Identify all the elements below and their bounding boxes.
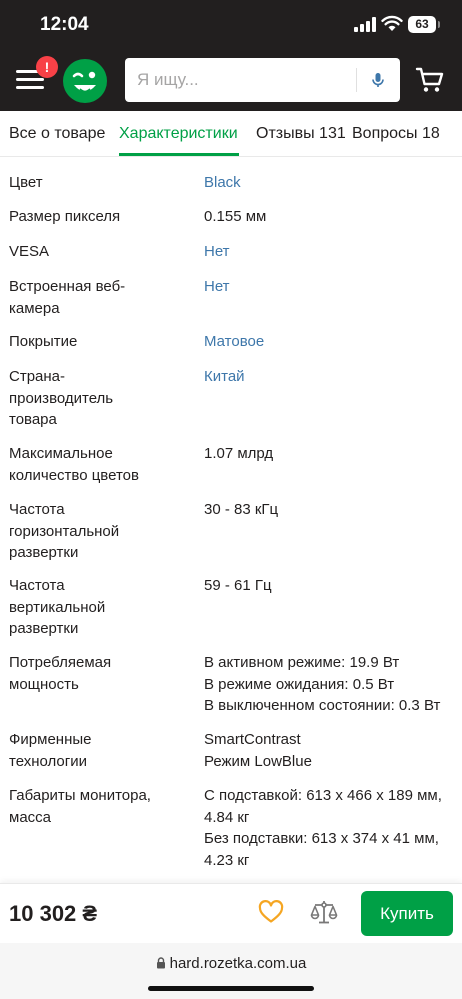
spec-value-line: Режим LowBlue: [204, 752, 312, 770]
spec-value-line: С подставкой: 613 x 466 x 189 мм,: [204, 787, 442, 804]
browser-url-bar[interactable]: [0, 943, 462, 999]
spec-value-line: 59 - 61 Гц: [204, 577, 272, 594]
spec-value: [204, 499, 459, 521]
spec-value-link[interactable]: [204, 276, 459, 298]
cart-icon[interactable]: [415, 66, 445, 94]
battery-icon: 63: [408, 16, 436, 33]
spec-value-link[interactable]: [204, 331, 459, 353]
product-price: 10 302 ₴: [9, 901, 98, 926]
spec-value-line: В выключенном состоянии: 0.3 Вт: [204, 697, 441, 714]
spec-value: [204, 652, 459, 717]
tab-questions[interactable]: Вопросы 18: [352, 125, 440, 142]
spec-key: Максимальное количество цветов: [9, 445, 139, 484]
url-text: hard.rozetka.com.ua: [169, 955, 307, 972]
spec-value-line[interactable]: Матовое: [204, 333, 265, 350]
spec-value-line: 0.155 мм: [204, 208, 267, 225]
tab-reviews[interactable]: Отзывы 131: [256, 125, 346, 142]
spec-key: Габариты монитора, масса: [9, 787, 151, 826]
spec-key: Встроенная веб-камера: [9, 278, 126, 317]
app-header: [0, 0, 462, 111]
search-divider: [356, 68, 357, 92]
spec-value: [204, 729, 459, 772]
spec-value: [204, 206, 459, 228]
spec-key: Цвет: [9, 174, 43, 191]
status-bar: [0, 0, 462, 50]
spec-value-line: 4.23 кг: [204, 851, 250, 869]
cellular-signal-icon: [354, 17, 376, 32]
spec-value-link[interactable]: [204, 366, 459, 388]
spec-value-line[interactable]: Китай: [204, 368, 245, 385]
lock-icon: [156, 957, 166, 969]
spec-value-link[interactable]: [204, 241, 459, 263]
spec-key: Частота вертикальной развертки: [9, 577, 106, 637]
tab-all-about[interactable]: Все о товаре: [9, 125, 106, 142]
purchase-bar: [0, 883, 462, 943]
spec-key: VESA: [9, 243, 50, 260]
spec-key: Фирменные технологии: [9, 731, 92, 770]
spec-key: Потребляемая мощность: [9, 654, 112, 693]
spec-value: [204, 575, 459, 597]
spec-key: Частота горизонтальной развертки: [9, 501, 120, 561]
spec-value-line: В активном режиме: 19.9 Вт: [204, 654, 400, 671]
product-tabs: [0, 111, 462, 157]
microphone-icon[interactable]: [368, 70, 388, 90]
spec-value-line: 1.07 млрд: [204, 445, 274, 462]
notification-badge: !: [36, 56, 58, 78]
spec-value: [204, 785, 459, 871]
spec-value-line: В режиме ожидания: 0.5 Вт: [204, 675, 395, 693]
spec-value-link[interactable]: [204, 172, 459, 194]
spec-key: Покрытие: [9, 333, 78, 350]
wifi-icon: [381, 15, 403, 32]
spec-key: Размер пикселя: [9, 208, 121, 225]
search-input[interactable]: [137, 58, 352, 102]
spec-value-line: 4.84 кг: [204, 808, 250, 826]
spec-value: [204, 443, 459, 465]
url-display[interactable]: [0, 955, 462, 972]
spec-value-line[interactable]: Black: [204, 174, 241, 191]
spec-value-line[interactable]: Нет: [204, 243, 230, 260]
home-indicator[interactable]: [148, 986, 314, 991]
spec-value-line: Без подставки: 613 x 374 x 41 мм,: [204, 830, 439, 847]
spec-value-line: 30 - 83 кГц: [204, 501, 279, 518]
search-box[interactable]: [125, 58, 400, 102]
active-tab-indicator: [119, 153, 239, 156]
rozetka-logo-icon[interactable]: [62, 58, 108, 104]
heart-icon[interactable]: [258, 900, 284, 924]
tab-characteristics[interactable]: Характеристики: [119, 125, 238, 142]
status-time: 12:04: [40, 14, 89, 35]
spec-value-line: SmartContrast: [204, 731, 301, 748]
spec-key: Страна-производитель товара: [9, 368, 114, 428]
spec-value-line[interactable]: Нет: [204, 278, 230, 295]
compare-scales-icon[interactable]: [310, 898, 338, 926]
buy-button[interactable]: Купить: [361, 891, 453, 936]
